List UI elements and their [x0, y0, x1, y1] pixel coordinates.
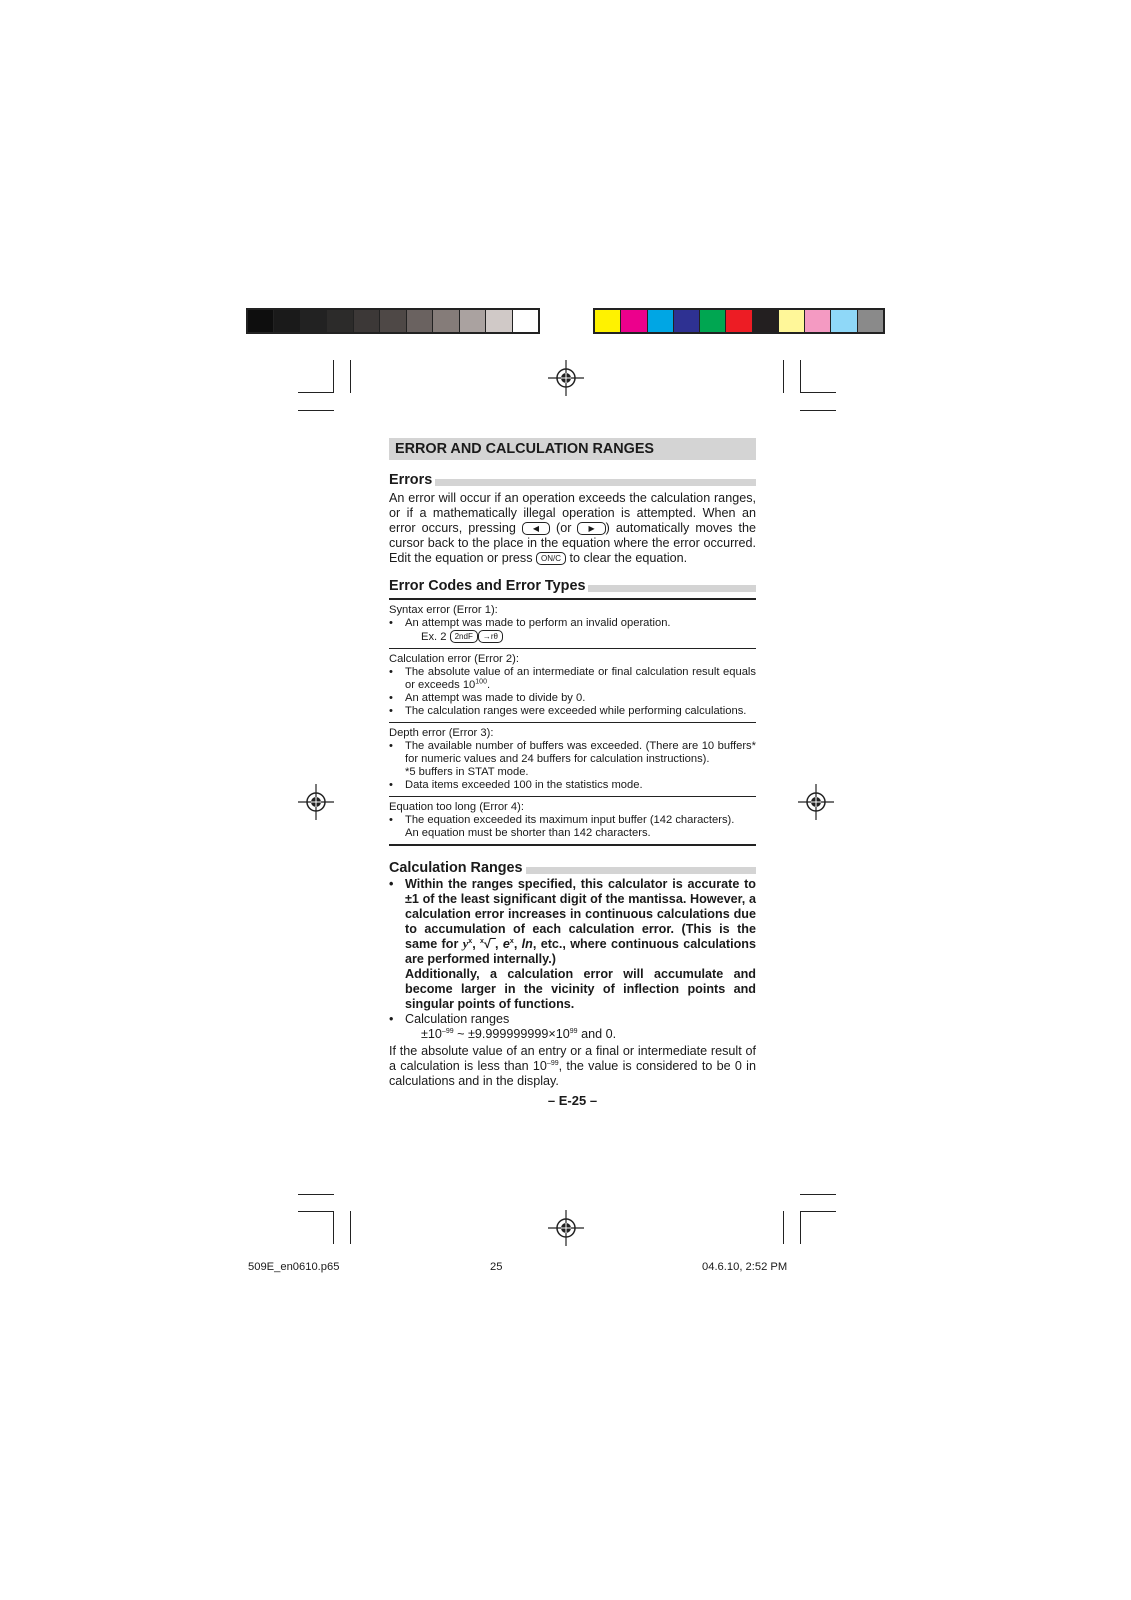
- page-title: ERROR AND CALCULATION RANGES: [389, 438, 756, 460]
- color-swatch: [858, 310, 883, 332]
- color-swatch: [621, 310, 647, 332]
- gray-swatch: [407, 310, 433, 332]
- crop-mark: [800, 410, 836, 411]
- crop-mark: [350, 360, 351, 393]
- error-title: Calculation error (Error 2):: [389, 653, 519, 665]
- error-bullet: • The calculation ranges were exceeded while performing calculations.: [389, 705, 756, 718]
- 2ndf-key-icon: 2ndF: [450, 630, 478, 643]
- error-note: *5 buffers in STAT mode.: [405, 766, 529, 778]
- error-codes-table: [389, 598, 756, 846]
- left-arrow-key-icon: ◀: [522, 522, 550, 535]
- crop-mark: [800, 1211, 836, 1212]
- polar-convert-key-icon: →rθ: [478, 630, 503, 643]
- errors-paragraph: An error will occur if an operation exceeds the calculation ranges, or if a mathematically illegal operation is attempted. When an error occurs, pressing ◀ (or ▶ ) automatically moves the cursor back to the place in the equation where the error occurred. Edit the equation or press ON/C to clear the equation.: [389, 491, 757, 565]
- error-title: Syntax error (Error 1):: [389, 604, 498, 616]
- section-heading-calc-ranges: [389, 860, 756, 877]
- section-heading-error-codes: [389, 578, 756, 595]
- crop-mark: [800, 1194, 836, 1195]
- registration-mark-icon: [548, 360, 584, 396]
- right-arrow-key-icon: ▶: [577, 522, 605, 535]
- error-bullet: • An attempt was made to divide by 0.: [389, 692, 756, 705]
- footer-page: 25: [490, 1261, 503, 1273]
- crop-mark: [800, 1211, 801, 1244]
- color-swatch: [753, 310, 779, 332]
- accuracy-note-additional: Additionally, a calculation error will accumulate and become larger in the vicinity of inflection points and singular points of functions.: [405, 967, 756, 1011]
- error-block-syntax: [389, 600, 756, 649]
- crop-mark: [298, 1211, 334, 1212]
- section-heading-label: Calculation Ranges: [389, 860, 526, 876]
- crop-mark: [298, 410, 334, 411]
- error-bullet: • The absolute value of an intermediate or final calculation result equals or exceeds $10^{100}$.: [389, 666, 756, 692]
- page-number: – E-25 –: [547, 1093, 598, 1108]
- crop-mark: [298, 392, 334, 393]
- onc-key-icon: ON/C: [536, 552, 566, 565]
- error-block-calculation: [389, 649, 756, 723]
- registration-mark-icon: [298, 784, 334, 820]
- gray-swatch: [513, 310, 538, 332]
- error-bullet: • Data items exceeded 100 in the statistics mode.: [389, 779, 756, 792]
- color-calibration-bar: [593, 308, 885, 334]
- crop-mark: [783, 360, 784, 393]
- crop-mark: [298, 1194, 334, 1195]
- error-block-depth: [389, 723, 756, 797]
- calc-ranges-value: $\pm 10^{-99}$ ~ $\pm 9.999999999\times 10^{99}$ and 0.: [421, 1027, 617, 1041]
- crop-mark: [800, 360, 801, 393]
- color-swatch: [805, 310, 831, 332]
- gray-calibration-bar: [246, 308, 540, 334]
- error-title: Depth error (Error 3):: [389, 727, 494, 739]
- accuracy-note: • Within the ranges specified, this calculator is accurate to ±1 of the least significant digit of the mantissa. However, a calculation error increases in continuous calculations due to accumulation of each calculation error. (This is the same for $y^x$, $^x$√‾, $e^x$, ln, etc., where continuous calculations are performed internally.): [389, 877, 756, 967]
- registration-mark-icon: [798, 784, 834, 820]
- color-swatch: [595, 310, 621, 332]
- gray-swatch: [301, 310, 327, 332]
- section-heading-label: Errors: [389, 472, 435, 488]
- footer-filename: 509E_en0610.p65: [248, 1261, 340, 1273]
- section-heading-errors: [389, 472, 756, 489]
- registration-mark-icon: [548, 1210, 584, 1246]
- footer-timestamp: 04.6.10, 2:52 PM: [702, 1261, 788, 1273]
- calc-ranges-bullet: • Calculation ranges: [389, 1012, 756, 1027]
- calc-ranges-closing: If the absolute value of an entry or a final or intermediate result of a calculation is less than $10^{-99}$, the value is considered to be 0 in calculations and in the display.: [389, 1044, 756, 1088]
- error-block-too-long: [389, 797, 756, 844]
- color-swatch: [700, 310, 726, 332]
- crop-mark: [333, 360, 334, 393]
- gray-swatch: [327, 310, 353, 332]
- gray-swatch: [486, 310, 512, 332]
- error-note: An equation must be shorter than 142 characters.: [405, 827, 651, 839]
- gray-swatch: [248, 310, 274, 332]
- color-swatch: [831, 310, 857, 332]
- color-swatch: [726, 310, 752, 332]
- error-bullet: • The available number of buffers was exceeded. (There are 10 buffers* for numeric values and 24 buffers for calculation instructions).: [389, 740, 756, 766]
- error-title: Equation too long (Error 4):: [389, 801, 524, 813]
- crop-mark: [350, 1211, 351, 1244]
- crop-mark: [800, 392, 836, 393]
- page-content: [389, 438, 756, 1108]
- color-swatch: [674, 310, 700, 332]
- crop-mark: [783, 1211, 784, 1244]
- error-example: Ex. 2 2ndF →rθ: [389, 630, 756, 644]
- error-bullet: • The equation exceeded its maximum input buffer (142 characters).: [389, 814, 756, 827]
- section-heading-label: Error Codes and Error Types: [389, 578, 588, 594]
- gray-swatch: [433, 310, 459, 332]
- gray-swatch: [354, 310, 380, 332]
- color-swatch: [648, 310, 674, 332]
- gray-swatch: [460, 310, 486, 332]
- gray-swatch: [274, 310, 300, 332]
- gray-swatch: [380, 310, 406, 332]
- crop-mark: [333, 1211, 334, 1244]
- color-swatch: [779, 310, 805, 332]
- error-bullet: • An attempt was made to perform an invalid operation.: [389, 617, 756, 630]
